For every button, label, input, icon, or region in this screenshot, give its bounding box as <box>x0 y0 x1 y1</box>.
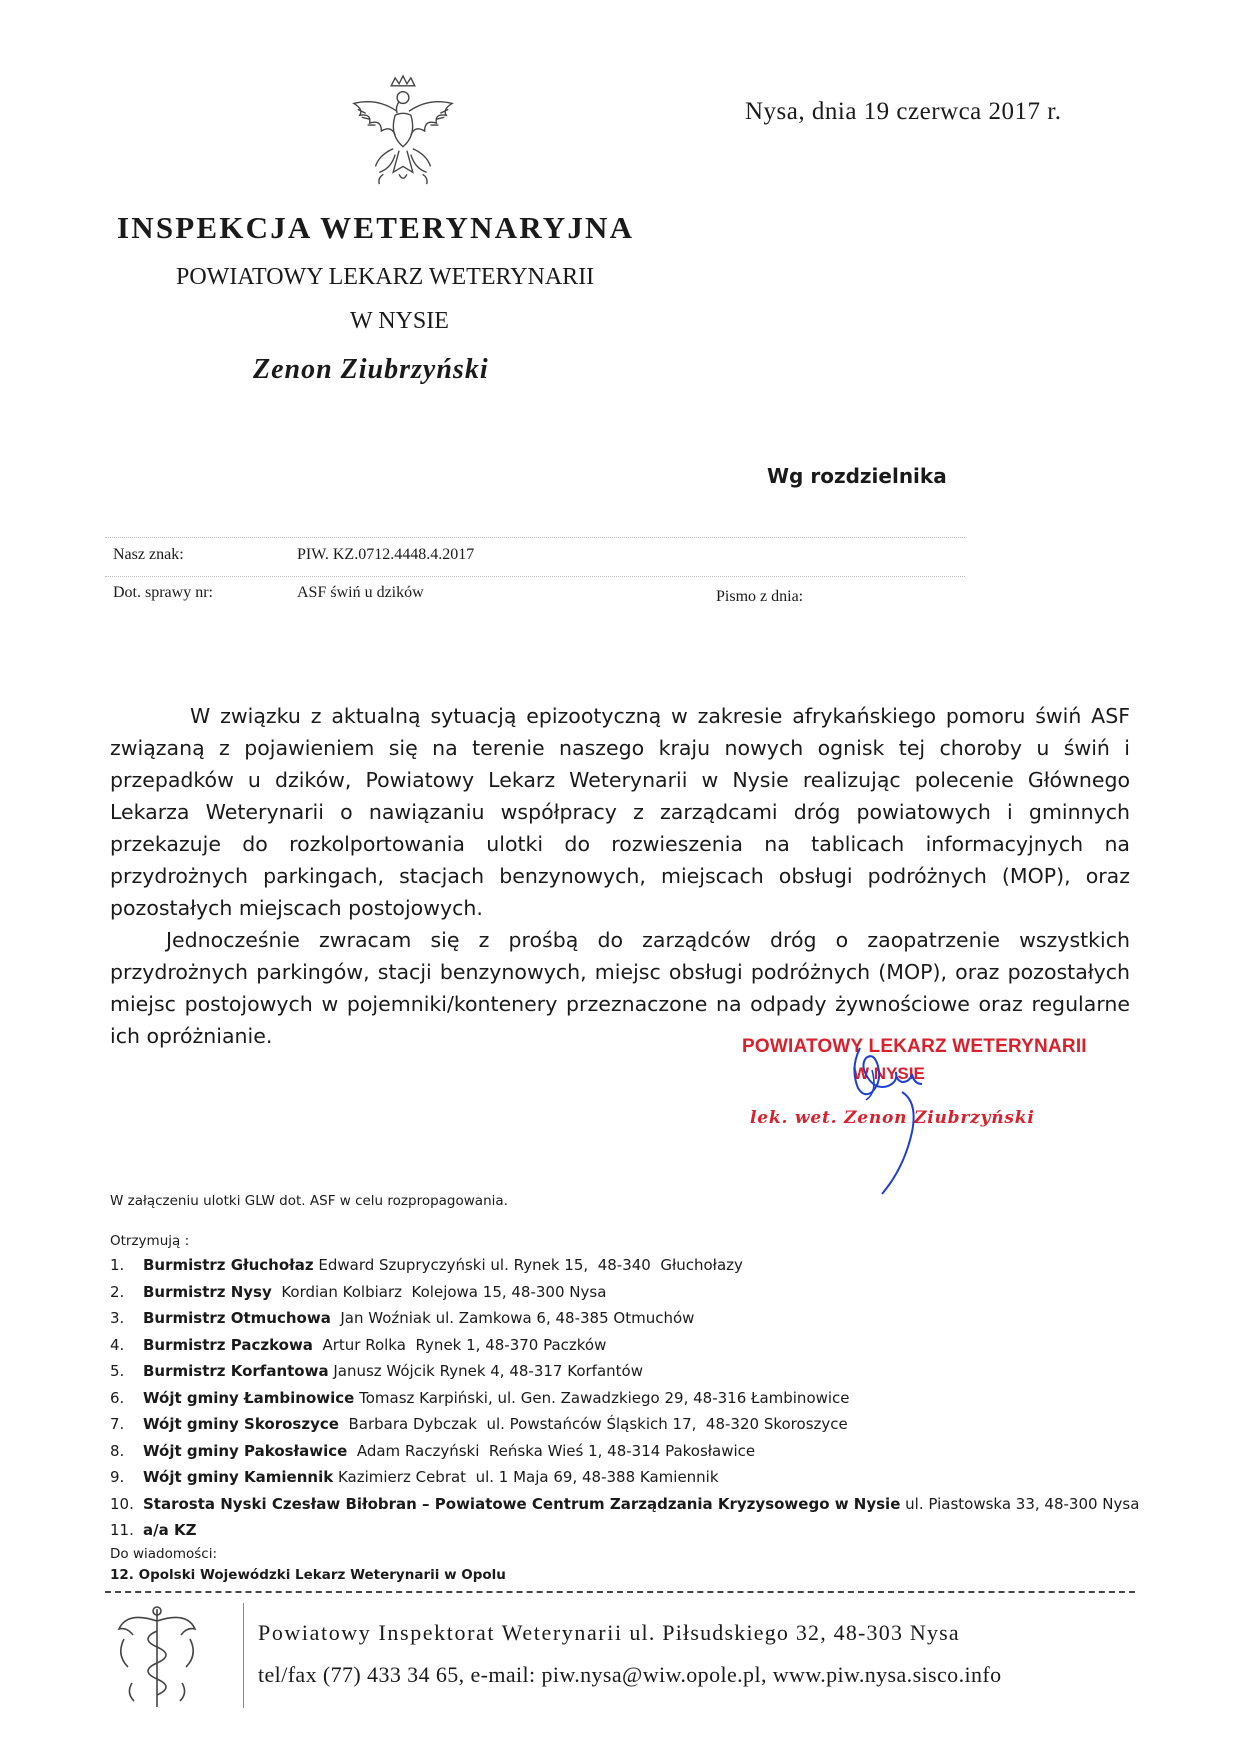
divider <box>105 576 965 577</box>
list-item: 1. Burmistrz Głuchołaz Edward Szupryczyński ul. Rynek 15, 48-340 Głuchołazy <box>110 1256 743 1274</box>
footer-separator <box>243 1603 244 1708</box>
recipient: Wg rozdzielnika <box>767 464 947 488</box>
official-stamp <box>742 1030 1087 1200</box>
list-item: 7. Wójt gminy Skoroszyce Barbara Dybczak ul. Powstańców Śląskich 17, 48-320 Skoroszyce <box>110 1415 848 1433</box>
distribution-header: Otrzymują : <box>110 1233 190 1249</box>
list-item: 6. Wójt gminy Łambinowice Tomasz Karpiński, ul. Gen. Zawadzkiego 29, 48-316 Łambinowice <box>110 1388 850 1407</box>
footer-contact: tel/fax (77) 433 34 65, e-mail: piw.nysa@wiw.opole.pl, www.piw.nysa.sisco.info <box>258 1662 1002 1687</box>
list-item: 5. Burmistrz Korfantowa Janusz Wójcik Rynek 4, 48-317 Korfantów <box>110 1362 643 1380</box>
letter-body <box>110 700 1130 1052</box>
place-date: Nysa, dnia 19 czerwca 2017 r. <box>745 98 1062 125</box>
body-paragraph: Jednocześnie zwracam się z prośbą do zarządców dróg o zaopatrzenie wszystkich przydrożnych parkingów, stacji benzynowych, miejsc obsługi podróżnych (MOP), oraz pozostałych miejsc postojowych w pojemniki/kontenery przeznaczone na odpady żywnościowe oraz regularne ich opróżnianie. <box>110 928 1130 1048</box>
footer-institution: Powiatowy Inspektorat Weterynarii ul. Piłsudskiego 32, 48-303 Nysa <box>258 1620 960 1645</box>
case-value: ASF świń u dzików <box>297 584 424 601</box>
attachment-note: W załączeniu ulotki GLW dot. ASF w celu rozpropagowania. <box>110 1193 508 1209</box>
our-ref-value: PIW. KZ.0712.4448.4.2017 <box>297 546 475 563</box>
head-name: Zenon Ziubrzyński <box>253 354 489 385</box>
polish-eagle-emblem-icon <box>344 72 462 190</box>
distribution-list <box>110 1230 1140 1586</box>
list-item: 2. Burmistrz Nysy Kordian Kolbiarz Kolejowa 15, 48-300 Nysa <box>110 1282 607 1301</box>
list-item: 4. Burmistrz Paczkowa Artur Rolka Rynek 1, 48-370 Paczków <box>110 1335 607 1354</box>
handwritten-signature <box>742 1030 1042 1200</box>
office-town: W NYSIE <box>350 308 449 334</box>
list-item: 3. Burmistrz Otmuchowa Jan Woźniak ul. Zamkowa 6, 48-385 Otmuchów <box>110 1309 695 1327</box>
case-label: Dot. sprawy nr: <box>113 584 213 601</box>
footer-divider <box>105 1591 1135 1593</box>
stamp-name: lek. wet. Zenon Ziubrzyński <box>750 1108 1035 1128</box>
stamp-office: POWIATOWY LEKARZ WETERYNARII <box>742 1036 1087 1057</box>
our-ref-label: Nasz znak: <box>113 546 184 563</box>
list-item: 9. Wójt gminy Kamiennik Kazimierz Cebrat ul. 1 Maja 69, 48-388 Kamiennik <box>110 1468 719 1486</box>
cc-header: Do wiadomości: <box>110 1545 218 1562</box>
list-item: 10. Starosta Nyski Czesław Biłobran – Powiatowe Centrum Zarządzania Kryzysowego w Nysie ul. Piastowska 33, 48-300 Nysa <box>110 1494 1140 1513</box>
body-paragraph: W związku z aktualną sytuacją epizootyczną w zakresie afrykańskiego pomoru świń ASF związaną z pojawieniem się na terenie naszego kraju nowych ognisk tej choroby u świń i przepadków u dzików, Powiatowy Lekarz Weterynarii w Nysie realizując polecenie Głównego Lekarza Weterynarii o nawiązaniu współpracy z zarządcami dróg powiatowych i gminnych przekazuje do rozkolportowania ulotki do rozwieszenia na tablicach informacyjnych na przydrożnych parkingach, stacjach benzynowych, miejscach obsługi podróżnych (MOP), oraz pozostałych miejscach postojowych. <box>110 704 1130 920</box>
distribution-items <box>110 1252 1140 1544</box>
cc-item: 12. Opolski Wojewódzki Lekarz Weterynarii w Opolu <box>110 1566 506 1583</box>
stamp-town: W NYSIE <box>853 1064 925 1083</box>
list-item: 8. Wójt gminy Pakosławice Adam Raczyński Reńska Wieś 1, 48-314 Pakosławice <box>110 1441 756 1460</box>
letter-date-label: Pismo z dnia: <box>716 588 804 605</box>
institution-name: INSPEKCJA WETERYNARYJNA <box>117 210 635 245</box>
divider <box>105 537 965 538</box>
list-item: 11. a/a KZ <box>110 1521 197 1539</box>
caduceus-logo-icon <box>112 1603 202 1713</box>
office-name: POWIATOWY LEKARZ WETERYNARII <box>176 264 595 290</box>
